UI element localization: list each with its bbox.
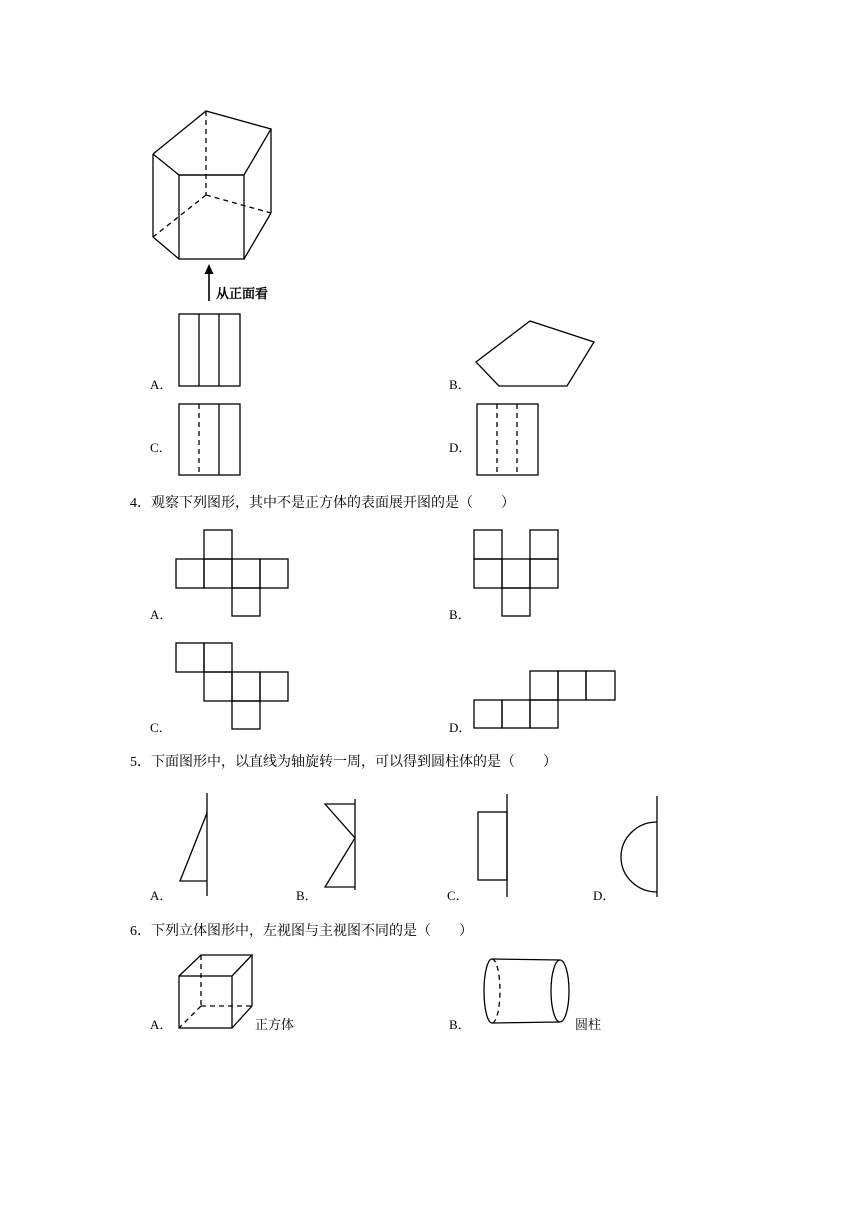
q5-option-c-figure bbox=[474, 793, 514, 899]
q3-option-c-figure bbox=[178, 403, 242, 477]
q3-option-c-label: C． bbox=[150, 440, 172, 455]
q6-question-text: 6．下列立体图形中，左视图与主视图不同的是（ ） bbox=[130, 924, 473, 939]
q4-question-text: 4．观察下列图形，其中不是正方体的表面展开图的是（ ） bbox=[130, 496, 515, 511]
view-direction-label: 从正面看 bbox=[216, 287, 269, 302]
q4-option-a-figure bbox=[174, 529, 292, 618]
q4-option-b-figure bbox=[472, 529, 562, 618]
q5-option-d-figure bbox=[616, 795, 662, 899]
q5-option-d-label: D． bbox=[593, 888, 616, 903]
q6-option-b-label: B． bbox=[449, 1017, 471, 1032]
q3-option-b-label: B． bbox=[449, 377, 471, 392]
q4-option-b-label: B． bbox=[449, 607, 471, 622]
q6-option-b-cylinder-figure bbox=[480, 956, 574, 1026]
q5-option-b-figure bbox=[320, 798, 360, 892]
q5-option-b-label: B． bbox=[296, 888, 318, 903]
q4-option-c-figure bbox=[174, 642, 292, 731]
q5-option-c-label: C． bbox=[447, 888, 469, 903]
q4-option-d-label: D． bbox=[449, 720, 472, 735]
pentagonal-prism-figure bbox=[140, 100, 280, 270]
q4-option-a-label: A． bbox=[150, 607, 173, 622]
q4-option-c-label: C． bbox=[150, 720, 172, 735]
q6-option-b-caption: 圆柱 bbox=[575, 1017, 602, 1032]
q3-option-a-figure bbox=[178, 313, 242, 389]
arrow-up-icon bbox=[203, 264, 215, 302]
q5-question-text: 5．下面图形中，以直线为轴旋转一周，可以得到圆柱体的是（ ） bbox=[130, 755, 557, 770]
q4-option-d-figure bbox=[472, 670, 618, 730]
q6-option-a-caption: 正方体 bbox=[255, 1017, 295, 1032]
q3-option-d-label: D． bbox=[449, 440, 472, 455]
q3-option-d-figure bbox=[476, 403, 540, 477]
q3-option-b-figure bbox=[475, 318, 597, 390]
q3-option-a-label: A． bbox=[150, 377, 173, 392]
q6-option-a-cube-figure bbox=[176, 953, 256, 1031]
q5-option-a-label: A． bbox=[150, 888, 173, 903]
q5-option-a-figure bbox=[176, 792, 212, 898]
q6-option-a-label: A． bbox=[150, 1017, 173, 1032]
